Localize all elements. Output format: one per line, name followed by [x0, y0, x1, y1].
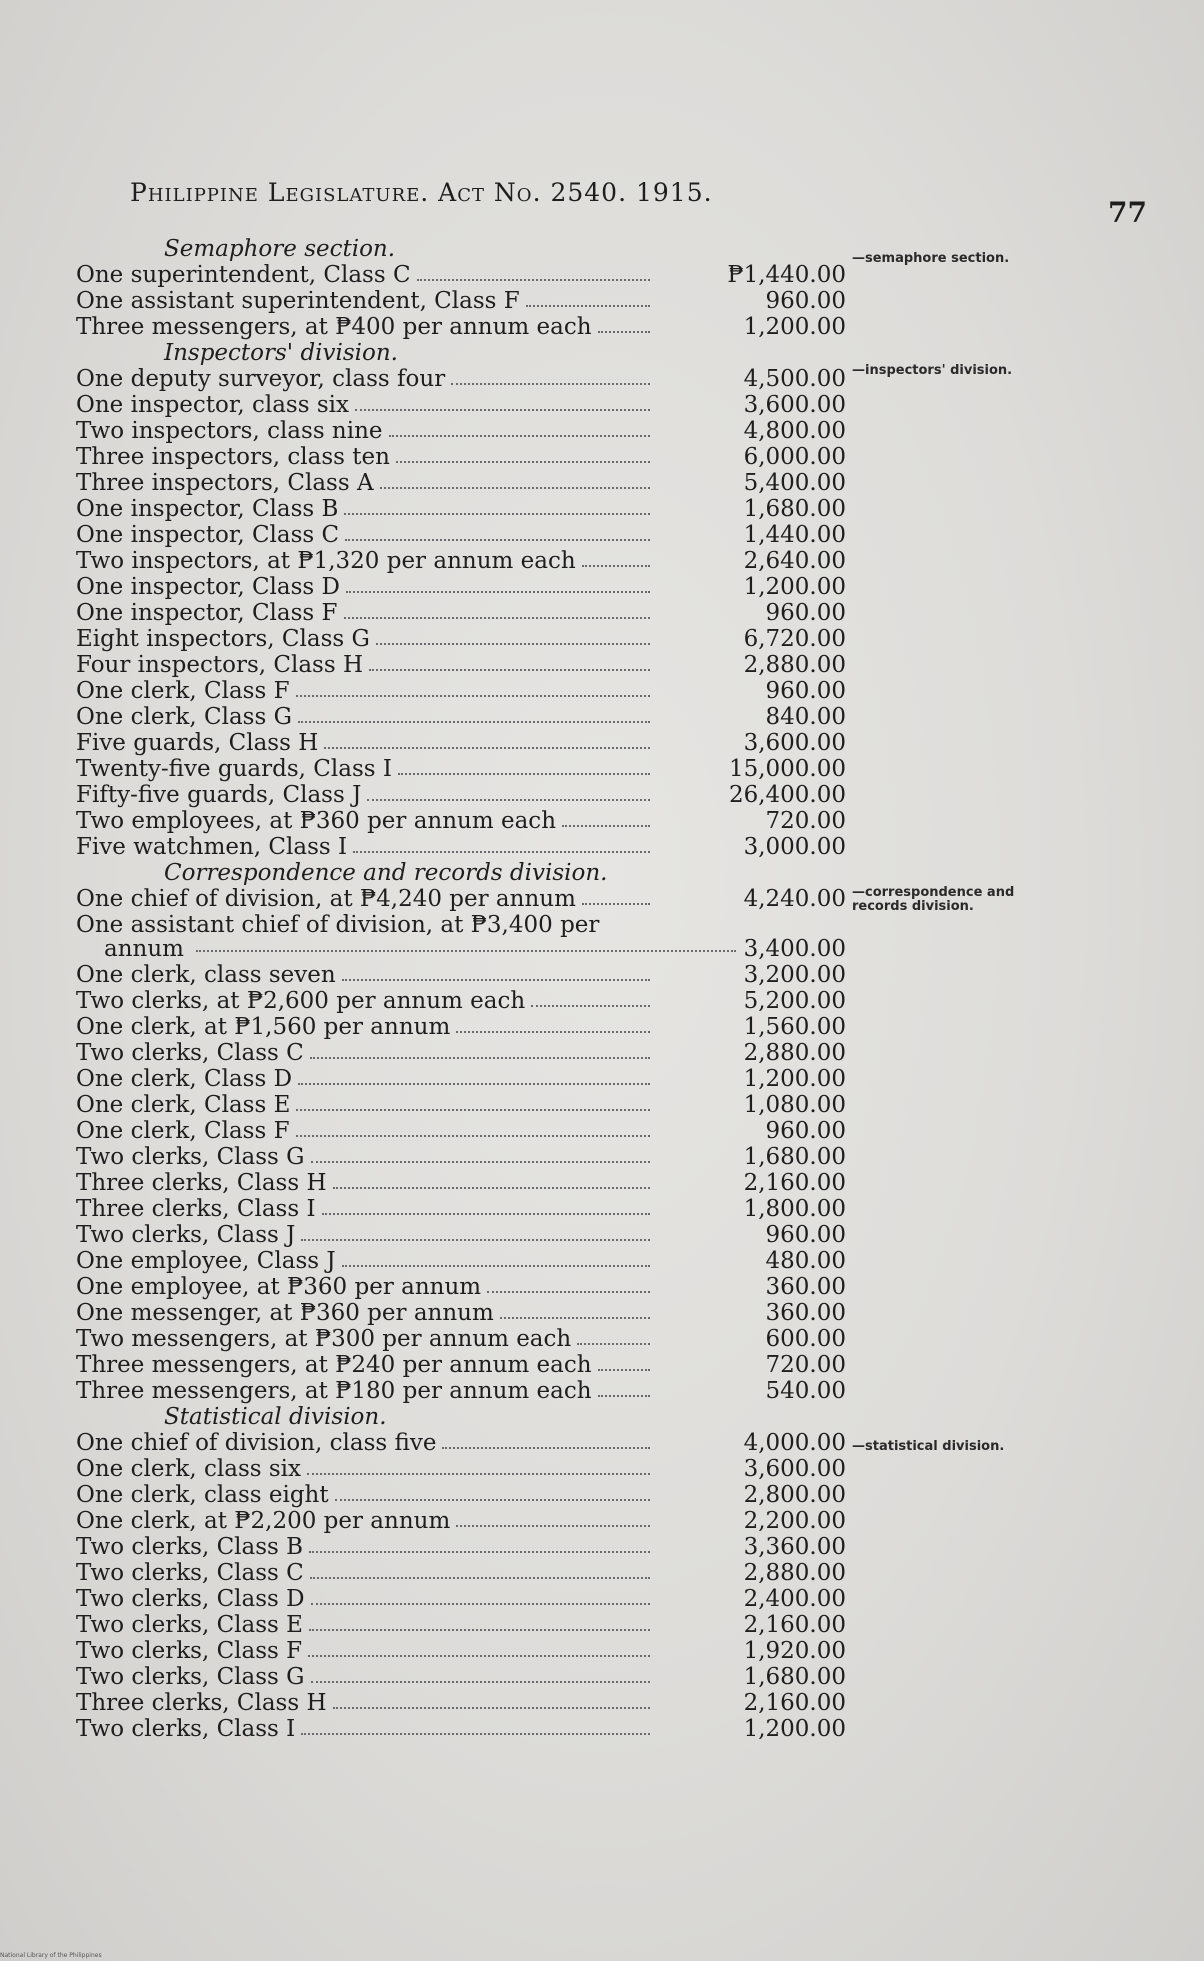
line-item-text: Two clerks, Class C — [76, 1040, 304, 1066]
line-item-text: One inspector, Class B — [76, 496, 339, 522]
line-item-amount: 3,600.00 — [743, 1456, 846, 1482]
line-item — [76, 1664, 846, 1690]
line-item — [76, 314, 846, 340]
line-item-text: Two clerks, Class B — [76, 1534, 304, 1560]
line-item-amount: 6,720.00 — [743, 626, 846, 652]
line-item-text: Two inspectors, class nine — [76, 418, 383, 444]
line-item — [76, 1248, 846, 1274]
dot-leader — [369, 667, 650, 671]
line-item-text: One inspector, Class D — [76, 574, 340, 600]
line-item-text: One clerk, Class D — [76, 1066, 293, 1092]
line-item-amount: 6,000.00 — [743, 444, 846, 470]
line-item — [76, 988, 846, 1014]
line-item-amount: 2,400.00 — [743, 1586, 846, 1612]
line-item-amount: 960.00 — [765, 600, 846, 626]
dot-leader — [301, 1237, 650, 1241]
appropriation-list — [76, 236, 846, 1742]
line-item-text: Three messengers, at ₱400 per annum each — [76, 314, 592, 340]
line-item-text: Three clerks, Class H — [76, 1170, 327, 1196]
line-item — [76, 470, 846, 496]
line-item-text: Three messengers, at ₱240 per annum each — [76, 1352, 592, 1378]
line-item-text: One messenger, at ₱360 per annum — [76, 1300, 494, 1326]
line-item-amount: 840.00 — [765, 704, 846, 730]
line-item-amount: 2,200.00 — [743, 1508, 846, 1534]
line-item — [76, 1690, 846, 1716]
line-item — [76, 834, 846, 860]
section-heading: Inspectors' division. — [164, 340, 398, 366]
line-item-text: One chief of division, at ₱4,240 per annum — [76, 886, 576, 912]
dot-leader — [577, 1341, 650, 1345]
line-item-text: Two messengers, at ₱300 per annum each — [76, 1326, 572, 1352]
line-item — [76, 600, 846, 626]
line-item-text: One inspector, Class C — [76, 522, 340, 548]
line-item — [76, 1092, 846, 1118]
line-item-amount: 3,600.00 — [743, 392, 846, 418]
line-item-text: One clerk, at ₱2,200 per annum — [76, 1508, 451, 1534]
section-heading: Statistical division. — [164, 1404, 387, 1430]
line-item — [76, 288, 846, 314]
dot-leader — [417, 277, 650, 281]
running-header: Philippine Legislature. Act No. 2540. 1915. — [130, 178, 713, 207]
line-item — [76, 886, 846, 912]
line-item-text: One inspector, class six — [76, 392, 349, 418]
line-item — [76, 756, 846, 782]
line-item — [76, 1300, 846, 1326]
line-item — [76, 704, 846, 730]
dot-leader — [487, 1289, 650, 1293]
line-item-amount: 720.00 — [765, 1352, 846, 1378]
dot-leader — [196, 950, 736, 952]
line-item-amount: 960.00 — [765, 678, 846, 704]
line-item-amount: 2,880.00 — [743, 1040, 846, 1066]
dot-leader — [296, 1107, 650, 1111]
line-item — [76, 652, 846, 678]
line-item-text: Two clerks, Class E — [76, 1612, 303, 1638]
line-item-amount: 1,800.00 — [743, 1196, 846, 1222]
dot-leader — [353, 849, 650, 853]
line-item-text: Five guards, Class H — [76, 730, 319, 756]
line-item-text: One clerk, Class E — [76, 1092, 291, 1118]
line-item-amount: 4,800.00 — [743, 418, 846, 444]
line-item-amount: 1,200.00 — [743, 574, 846, 600]
line-item-amount: 960.00 — [765, 288, 846, 314]
dot-leader — [456, 1029, 650, 1033]
line-item — [76, 678, 846, 704]
line-item — [76, 1378, 846, 1404]
line-item-text: Eight inspectors, Class G — [76, 626, 370, 652]
line-item — [76, 730, 846, 756]
line-item-amount: 360.00 — [765, 1300, 846, 1326]
dot-leader — [307, 1471, 650, 1475]
line-item-text: Two clerks, at ₱2,600 per annum each — [76, 988, 526, 1014]
line-item — [76, 1274, 846, 1300]
line-item-text: Two clerks, Class G — [76, 1664, 305, 1690]
line-item-text: Three inspectors, class ten — [76, 444, 390, 470]
line-item-amount: 5,400.00 — [743, 470, 846, 496]
line-item — [76, 1586, 846, 1612]
line-item-text: Three inspectors, Class A — [76, 470, 374, 496]
dot-leader — [500, 1315, 650, 1319]
line-item-text: One chief of division, class five — [76, 1430, 437, 1456]
dot-leader — [311, 1679, 650, 1683]
line-item-amount: 1,560.00 — [743, 1014, 846, 1040]
dot-leader — [342, 1263, 650, 1267]
line-item-text: One clerk, class six — [76, 1456, 301, 1482]
line-item — [76, 782, 846, 808]
line-item-text: One deputy surveyor, class four — [76, 366, 446, 392]
dot-leader — [296, 693, 650, 697]
line-item-amount: 1,920.00 — [743, 1638, 846, 1664]
line-item-amount: 3,400.00 — [743, 936, 846, 962]
line-item-text: One superintendent, Class C — [76, 262, 411, 288]
line-item-amount: 2,160.00 — [743, 1690, 846, 1716]
line-item-amount: 1,680.00 — [743, 1664, 846, 1690]
dot-leader — [398, 771, 650, 775]
line-item-amount: 960.00 — [765, 1222, 846, 1248]
line-item-amount: 5,200.00 — [743, 988, 846, 1014]
line-item-text: Two clerks, Class I — [76, 1716, 296, 1742]
line-item-text: Four inspectors, Class H — [76, 652, 364, 678]
dot-leader — [324, 745, 650, 749]
line-item-text: One clerk, Class F — [76, 678, 290, 704]
dot-leader — [346, 589, 650, 593]
line-item-amount: 2,640.00 — [743, 548, 846, 574]
line-item-amount: 4,500.00 — [743, 366, 846, 392]
line-item-text: Three messengers, at ₱180 per annum each — [76, 1378, 592, 1404]
margin-note-statistical: —statistical division. — [852, 1439, 1005, 1454]
line-item-amount: 360.00 — [765, 1274, 846, 1300]
line-item-text: Five watchmen, Class I — [76, 834, 348, 860]
line-item-amount: 1,200.00 — [743, 1066, 846, 1092]
dot-leader — [333, 1185, 650, 1189]
line-item-text: One inspector, Class F — [76, 600, 338, 626]
line-item — [76, 548, 846, 574]
dot-leader — [308, 1653, 650, 1657]
dot-leader — [333, 1705, 650, 1709]
line-item — [76, 1612, 846, 1638]
line-item — [76, 912, 846, 962]
line-item-amount: 3,600.00 — [743, 730, 846, 756]
line-item — [76, 1144, 846, 1170]
line-item — [76, 1482, 846, 1508]
dot-leader — [562, 823, 650, 827]
dot-leader — [310, 1055, 650, 1059]
line-item — [76, 1222, 846, 1248]
line-item — [76, 1638, 846, 1664]
dot-leader — [376, 641, 650, 645]
line-item-amount: 720.00 — [765, 808, 846, 834]
dot-leader — [335, 1497, 650, 1501]
line-item-text: One clerk, Class G — [76, 704, 292, 730]
dot-leader — [311, 1601, 650, 1605]
line-item-amount: 3,360.00 — [743, 1534, 846, 1560]
line-item-text: Two clerks, Class C — [76, 1560, 304, 1586]
line-item — [76, 1014, 846, 1040]
line-item — [76, 1534, 846, 1560]
page-footer: National Library of the Philippines — [0, 1952, 102, 1959]
dot-leader — [310, 1575, 650, 1579]
line-item-text: Twenty-five guards, Class I — [76, 756, 392, 782]
line-item-amount: 480.00 — [765, 1248, 846, 1274]
line-item-amount: 960.00 — [765, 1118, 846, 1144]
line-item — [76, 626, 846, 652]
dot-leader — [582, 901, 650, 905]
line-item — [76, 1456, 846, 1482]
line-item-amount: 1,680.00 — [743, 1144, 846, 1170]
line-item — [76, 1716, 846, 1742]
line-item-text: One clerk, class seven — [76, 962, 336, 988]
line-item-text: One assistant superintendent, Class F — [76, 288, 520, 314]
section-heading: Semaphore section. — [164, 236, 396, 262]
line-item-text: Fifty-five guards, Class J — [76, 782, 362, 808]
line-item-amount: 2,800.00 — [743, 1482, 846, 1508]
line-item — [76, 574, 846, 600]
line-item-text: Two clerks, Class F — [76, 1638, 303, 1664]
dot-leader — [598, 329, 650, 333]
dot-leader — [442, 1445, 650, 1449]
line-item-amount: 15,000.00 — [728, 756, 846, 782]
line-item-amount: 2,160.00 — [743, 1170, 846, 1196]
dot-leader — [311, 1159, 650, 1163]
line-item — [76, 496, 846, 522]
line-item — [76, 444, 846, 470]
line-item-text: One employee, Class J — [76, 1248, 336, 1274]
dot-leader — [598, 1393, 650, 1397]
dot-leader — [309, 1549, 650, 1553]
line-item — [76, 1040, 846, 1066]
dot-leader — [389, 433, 650, 437]
line-item-amount: 600.00 — [765, 1326, 846, 1352]
line-item-text: One clerk, class eight — [76, 1482, 329, 1508]
line-item — [76, 1118, 846, 1144]
line-item-amount: 2,880.00 — [743, 652, 846, 678]
dot-leader — [296, 1133, 650, 1137]
line-item-text: One assistant chief of division, at ₱3,400 per — [76, 912, 600, 938]
line-item — [76, 392, 846, 418]
line-item-amount: 1,440.00 — [743, 522, 846, 548]
dot-leader — [598, 1367, 650, 1371]
line-item — [76, 1326, 846, 1352]
dot-leader — [342, 977, 650, 981]
line-item-amount: 1,200.00 — [743, 1716, 846, 1742]
dot-leader — [301, 1731, 650, 1735]
dot-leader — [298, 719, 650, 723]
line-item — [76, 808, 846, 834]
line-item-amount: 540.00 — [765, 1378, 846, 1404]
dot-leader — [322, 1211, 650, 1215]
margin-note-semaphore: —semaphore section. — [852, 251, 1010, 266]
line-item — [76, 1508, 846, 1534]
margin-note-inspectors: —inspectors' division. — [852, 363, 1013, 378]
line-item — [76, 1066, 846, 1092]
line-item-text: Two clerks, Class G — [76, 1144, 305, 1170]
line-item-text: Two employees, at ₱360 per annum each — [76, 808, 557, 834]
line-item-text: Two clerks, Class J — [76, 1222, 296, 1248]
line-item — [76, 262, 846, 288]
dot-leader — [380, 485, 650, 489]
line-item-amount: 4,240.00 — [743, 886, 846, 912]
dot-leader — [309, 1627, 650, 1631]
line-item-amount: 26,400.00 — [728, 782, 846, 808]
margin-note-correspondence: —correspondence and records division. — [852, 885, 1015, 914]
line-item-amount: 4,000.00 — [743, 1430, 846, 1456]
dot-leader — [582, 563, 650, 567]
line-item — [76, 1430, 846, 1456]
line-item-amount: ₱1,440.00 — [727, 262, 846, 288]
section-heading: Correspondence and records division. — [164, 860, 608, 886]
line-item — [76, 522, 846, 548]
dot-leader — [355, 407, 650, 411]
line-item-text: One clerk, at ₱1,560 per annum — [76, 1014, 451, 1040]
line-item — [76, 418, 846, 444]
line-item — [76, 962, 846, 988]
line-item — [76, 1352, 846, 1378]
line-item — [76, 1196, 846, 1222]
line-item — [76, 366, 846, 392]
line-item-text: Two clerks, Class D — [76, 1586, 305, 1612]
line-item — [76, 1560, 846, 1586]
page-number: 77 — [1108, 196, 1147, 229]
dot-leader — [345, 537, 650, 541]
dot-leader — [344, 511, 650, 515]
line-item-amount: 1,200.00 — [743, 314, 846, 340]
dot-leader — [451, 381, 650, 385]
line-item-text: Two inspectors, at ₱1,320 per annum each — [76, 548, 576, 574]
line-item-text: One clerk, Class F — [76, 1118, 290, 1144]
dot-leader — [531, 1003, 650, 1007]
dot-leader — [456, 1523, 650, 1527]
dot-leader — [298, 1081, 650, 1085]
line-item-amount: 1,680.00 — [743, 496, 846, 522]
dot-leader — [344, 615, 650, 619]
dot-leader — [396, 459, 650, 463]
line-item-amount: 2,160.00 — [743, 1612, 846, 1638]
line-item-amount: 1,080.00 — [743, 1092, 846, 1118]
line-item — [76, 1170, 846, 1196]
line-item-text: One employee, at ₱360 per annum — [76, 1274, 482, 1300]
line-item-amount: 3,200.00 — [743, 962, 846, 988]
line-item-text: Three clerks, Class I — [76, 1196, 316, 1222]
line-item-amount: 2,880.00 — [743, 1560, 846, 1586]
line-item-text-continued: annum — [104, 936, 184, 962]
dot-leader — [367, 797, 650, 801]
dot-leader — [526, 303, 650, 307]
line-item-text: Three clerks, Class H — [76, 1690, 327, 1716]
line-item-amount: 3,000.00 — [743, 834, 846, 860]
